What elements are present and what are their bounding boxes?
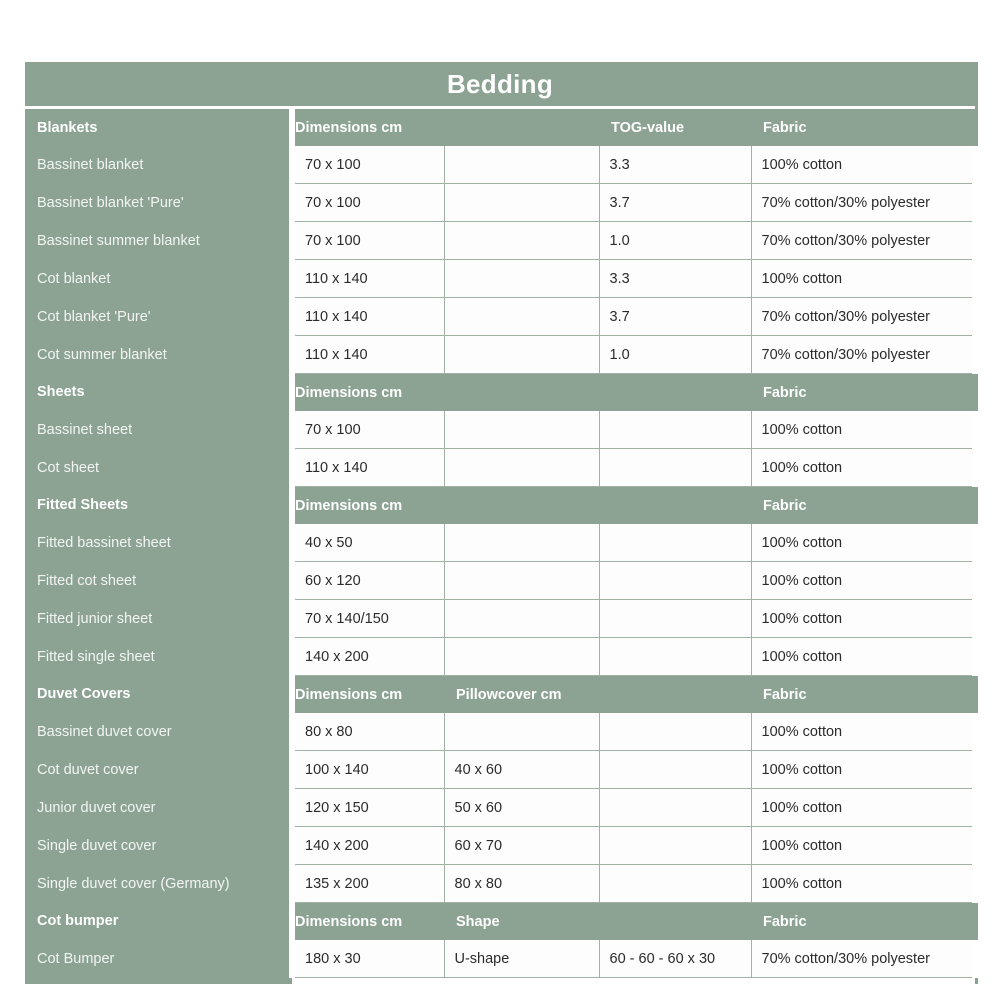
footer-spacer xyxy=(444,978,599,985)
table-cell: 40 x 50 xyxy=(292,524,444,562)
table-cell: 70 x 140/150 xyxy=(292,600,444,638)
table-cell: 110 x 140 xyxy=(292,449,444,487)
table-cell: 180 x 30 xyxy=(292,940,444,978)
bedding-table-container xyxy=(25,62,975,984)
table-cell: 100% cotton xyxy=(751,146,975,184)
section-title: Sheets xyxy=(25,374,292,412)
table-cell: 70 x 100 xyxy=(292,411,444,449)
table-cell: 70 x 100 xyxy=(292,184,444,222)
table-cell: 100% cotton xyxy=(751,562,975,600)
row-label: Bassinet summer blanket xyxy=(25,222,292,260)
table-row xyxy=(25,600,975,638)
table-cell: 110 x 140 xyxy=(292,260,444,298)
column-header: Dimensions cm xyxy=(292,487,444,525)
table-row xyxy=(25,865,975,903)
table-cell: 110 x 140 xyxy=(292,298,444,336)
table-row xyxy=(25,222,975,260)
table-cell xyxy=(599,638,751,676)
table-cell: 60 x 120 xyxy=(292,562,444,600)
row-label: Cot summer blanket xyxy=(25,336,292,374)
table-row xyxy=(25,827,975,865)
row-label: Single duvet cover (Germany) xyxy=(25,865,292,903)
table-cell: 3.3 xyxy=(599,146,751,184)
table-cell: 100% cotton xyxy=(751,638,975,676)
table-cell: 3.3 xyxy=(599,260,751,298)
table-row xyxy=(25,713,975,751)
column-header: Dimensions cm xyxy=(292,903,444,941)
table-cell: 110 x 140 xyxy=(292,336,444,374)
table-cell xyxy=(444,336,599,374)
row-label: Fitted junior sheet xyxy=(25,600,292,638)
table-cell: 70 x 100 xyxy=(292,146,444,184)
table-cell: 70% cotton/30% polyester xyxy=(751,940,975,978)
footer-spacer xyxy=(25,978,292,985)
column-header: Fabric xyxy=(751,374,975,412)
table-cell xyxy=(599,600,751,638)
table-cell xyxy=(444,184,599,222)
table-cell: 100% cotton xyxy=(751,411,975,449)
table-cell xyxy=(444,146,599,184)
table-cell: 1.0 xyxy=(599,336,751,374)
section-header-row xyxy=(25,903,975,941)
table-cell xyxy=(599,524,751,562)
row-label: Fitted cot sheet xyxy=(25,562,292,600)
table-cell xyxy=(599,865,751,903)
column-header: Dimensions cm xyxy=(292,108,444,147)
section-header-row xyxy=(25,676,975,714)
table-cell: 70 x 100 xyxy=(292,222,444,260)
table-cell: 140 x 200 xyxy=(292,638,444,676)
table-cell: 100% cotton xyxy=(751,789,975,827)
table-cell xyxy=(444,260,599,298)
table-cell: 100 x 140 xyxy=(292,751,444,789)
table-row xyxy=(25,260,975,298)
table-row xyxy=(25,562,975,600)
table-cell: 70% cotton/30% polyester xyxy=(751,336,975,374)
table-cell: 3.7 xyxy=(599,184,751,222)
row-label: Bassinet sheet xyxy=(25,411,292,449)
table-cell: 100% cotton xyxy=(751,449,975,487)
table-title-row xyxy=(25,62,975,108)
section-header-row xyxy=(25,487,975,525)
table-footer-strip xyxy=(25,978,975,985)
column-header xyxy=(599,676,751,714)
table-cell xyxy=(444,222,599,260)
column-header xyxy=(599,487,751,525)
table-row xyxy=(25,751,975,789)
table-cell: 3.7 xyxy=(599,298,751,336)
table-cell xyxy=(444,562,599,600)
column-header: Dimensions cm xyxy=(292,374,444,412)
table-row xyxy=(25,524,975,562)
table-cell xyxy=(599,449,751,487)
table-row xyxy=(25,449,975,487)
table-cell xyxy=(599,827,751,865)
section-header-row xyxy=(25,108,975,147)
table-row xyxy=(25,184,975,222)
table-cell xyxy=(444,524,599,562)
row-label: Cot blanket 'Pure' xyxy=(25,298,292,336)
column-header: Pillowcover cm xyxy=(444,676,599,714)
row-label: Bassinet blanket 'Pure' xyxy=(25,184,292,222)
table-cell: 1.0 xyxy=(599,222,751,260)
table-cell xyxy=(444,713,599,751)
table-row xyxy=(25,638,975,676)
table-cell xyxy=(599,751,751,789)
page-title: Bedding xyxy=(25,62,975,108)
table-cell: 70% cotton/30% polyester xyxy=(751,222,975,260)
row-label: Cot sheet xyxy=(25,449,292,487)
column-header: Shape xyxy=(444,903,599,941)
column-header: Dimensions cm xyxy=(292,676,444,714)
column-header xyxy=(599,374,751,412)
table-cell xyxy=(444,638,599,676)
column-header: TOG-value xyxy=(599,108,751,147)
footer-spacer xyxy=(599,978,751,985)
row-label: Cot blanket xyxy=(25,260,292,298)
table-cell: 50 x 60 xyxy=(444,789,599,827)
column-header xyxy=(444,374,599,412)
column-header: Fabric xyxy=(751,487,975,525)
table-cell: 100% cotton xyxy=(751,713,975,751)
table-row xyxy=(25,940,975,978)
table-cell: 70% cotton/30% polyester xyxy=(751,184,975,222)
column-header: Fabric xyxy=(751,676,975,714)
table-cell: 60 - 60 - 60 x 30 xyxy=(599,940,751,978)
table-cell xyxy=(444,298,599,336)
table-cell: 80 x 80 xyxy=(444,865,599,903)
section-title: Duvet Covers xyxy=(25,676,292,714)
section-title: Fitted Sheets xyxy=(25,487,292,525)
column-header xyxy=(444,487,599,525)
table-cell: 80 x 80 xyxy=(292,713,444,751)
table-cell xyxy=(599,713,751,751)
table-cell: 100% cotton xyxy=(751,260,975,298)
table-cell: 100% cotton xyxy=(751,751,975,789)
row-label: Junior duvet cover xyxy=(25,789,292,827)
row-label: Single duvet cover xyxy=(25,827,292,865)
table-cell: 100% cotton xyxy=(751,827,975,865)
footer-spacer xyxy=(751,978,975,985)
column-header: Fabric xyxy=(751,108,975,147)
table-cell: 100% cotton xyxy=(751,524,975,562)
row-label: Cot duvet cover xyxy=(25,751,292,789)
table-cell: 100% cotton xyxy=(751,600,975,638)
row-label: Fitted bassinet sheet xyxy=(25,524,292,562)
table-cell: 70% cotton/30% polyester xyxy=(751,298,975,336)
table-cell xyxy=(599,411,751,449)
section-header-row xyxy=(25,374,975,412)
row-label: Bassinet duvet cover xyxy=(25,713,292,751)
table-cell: U-shape xyxy=(444,940,599,978)
row-label: Cot Bumper xyxy=(25,940,292,978)
table-row xyxy=(25,411,975,449)
table-row xyxy=(25,146,975,184)
table-row xyxy=(25,336,975,374)
table-cell: 60 x 70 xyxy=(444,827,599,865)
table-cell: 120 x 150 xyxy=(292,789,444,827)
table-cell: 100% cotton xyxy=(751,865,975,903)
table-row xyxy=(25,298,975,336)
table-cell xyxy=(599,562,751,600)
table-cell: 40 x 60 xyxy=(444,751,599,789)
column-header xyxy=(444,108,599,147)
bedding-size-table xyxy=(25,62,978,984)
table-cell xyxy=(444,411,599,449)
footer-spacer xyxy=(292,978,444,985)
table-cell xyxy=(444,449,599,487)
table-cell xyxy=(444,600,599,638)
table-cell: 140 x 200 xyxy=(292,827,444,865)
column-header xyxy=(599,903,751,941)
table-cell xyxy=(599,789,751,827)
section-title: Cot bumper xyxy=(25,903,292,941)
column-header: Fabric xyxy=(751,903,975,941)
row-label: Bassinet blanket xyxy=(25,146,292,184)
section-title: Blankets xyxy=(25,108,292,147)
row-label: Fitted single sheet xyxy=(25,638,292,676)
table-cell: 135 x 200 xyxy=(292,865,444,903)
table-row xyxy=(25,789,975,827)
